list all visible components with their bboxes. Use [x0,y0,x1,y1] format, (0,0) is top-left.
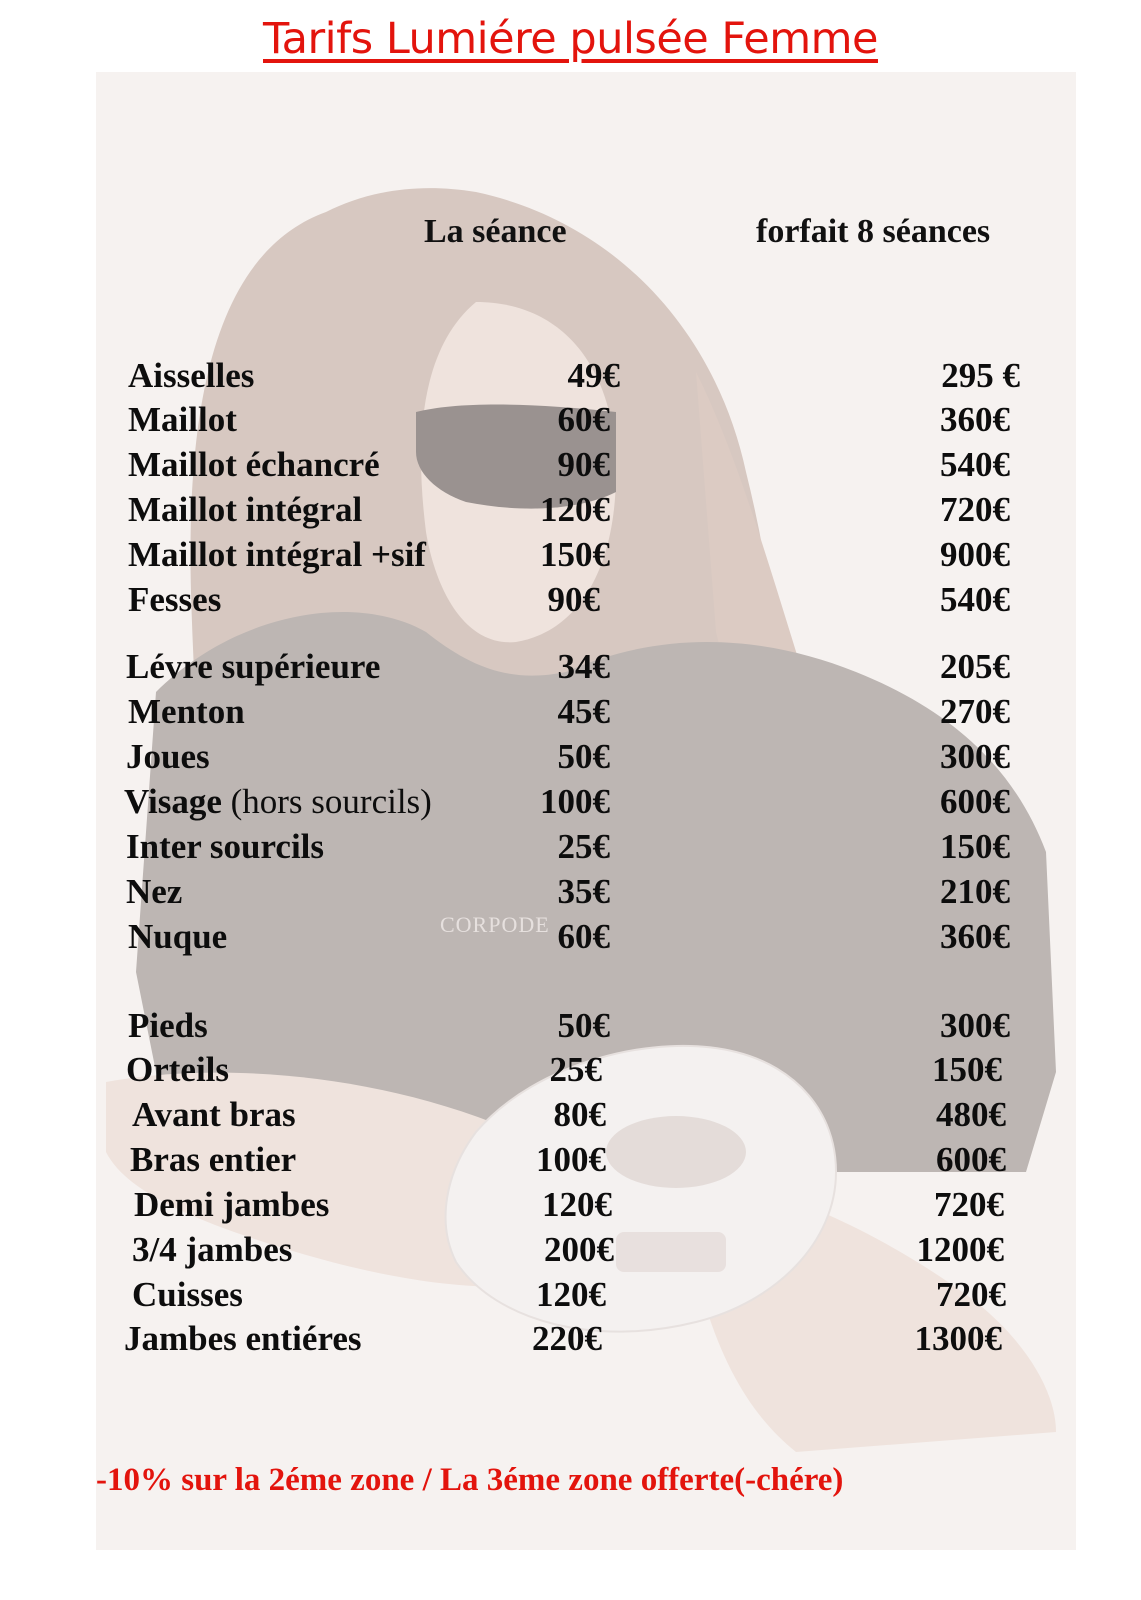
zone-label [126,647,380,687]
zone-name: Fesses [128,580,222,619]
zone-label [128,535,426,575]
zone-label [124,1319,362,1359]
zone-name: Bras entier [130,1140,297,1179]
session-price: 45€ [557,692,610,731]
zone-name: Orteils [126,1050,230,1089]
price-row [128,445,1010,489]
zone-name: Inter sourcils [126,827,325,866]
zone-name: Demi jambes [134,1185,330,1224]
session-price: 90€ [557,445,610,484]
price-row [128,356,1020,400]
session-price: 25€ [549,1050,602,1089]
price-row [124,1319,1002,1363]
session-price: 80€ [553,1095,606,1134]
package-price: 300€ [940,1006,1010,1045]
package-price: 360€ [940,917,1010,956]
package-price: 150€ [940,827,1010,866]
zone-label [128,445,380,485]
price-row [124,782,1010,826]
zone-name: Joues [126,737,210,776]
column-header-session: La séance [424,213,567,250]
session-price: 90€ [547,580,600,619]
session-price: 220€ [532,1319,602,1358]
price-row [130,1140,1006,1184]
package-price: 480€ [936,1095,1006,1134]
package-price: 150€ [932,1050,1002,1089]
zone-name: Maillot [128,400,237,439]
zone-name: Lévre supérieure [126,647,381,686]
session-price: 100€ [536,1140,606,1179]
zone-label [132,1275,243,1315]
zone-label [132,1095,296,1135]
price-row [132,1275,1006,1319]
zone-name: Nuque [128,917,228,956]
zone-name: Jambes entiéres [124,1319,362,1358]
discount-note: -10% sur la 2éme zone / La 3éme zone offerte(-chére) [96,1462,844,1498]
price-row [126,647,1010,691]
session-price: 34€ [557,647,610,686]
package-price: 270€ [940,692,1010,731]
session-price: 49€ [567,356,620,395]
price-row [128,917,1010,961]
zone-label [130,1140,296,1180]
zone-label [124,782,432,822]
session-price: 100€ [540,782,610,821]
package-price: 1300€ [914,1319,1002,1358]
session-price: 120€ [536,1275,606,1314]
watermark-text: CORPODE [440,912,550,937]
session-price: 50€ [557,1006,610,1045]
zone-name: Avant bras [132,1095,296,1134]
package-price: 295 € [941,356,1020,395]
zone-label [128,400,237,440]
zone-name: Maillot intégral [128,490,363,529]
package-price: 210€ [940,872,1010,911]
session-price: 25€ [557,827,610,866]
package-price: 720€ [940,490,1010,529]
package-price: 600€ [936,1140,1006,1179]
price-row [128,1006,1010,1050]
zone-label [134,1185,329,1225]
zone-label [126,872,182,912]
page-title: Tarifs Lumiére pulsée Femme [263,14,878,64]
package-price: 205€ [940,647,1010,686]
zone-label [132,1230,292,1270]
zone-name: Cuisses [132,1275,243,1314]
price-row [128,400,1010,444]
price-row [128,692,1010,736]
zone-name: Menton [128,692,245,731]
price-row [134,1185,1004,1229]
zone-name: Visage [124,782,222,821]
zone-label [128,356,254,396]
zone-note: (hors sourcils) [221,782,432,821]
package-price: 1200€ [916,1230,1004,1269]
price-row [128,580,1010,624]
session-price: 60€ [557,917,610,956]
zone-name: Pieds [128,1006,208,1045]
session-price: 35€ [557,872,610,911]
zone-label [128,1006,208,1046]
session-price: 50€ [557,737,610,776]
package-price: 540€ [940,445,1010,484]
price-row [126,737,1010,781]
zone-label [128,692,245,732]
zone-label [126,827,324,867]
package-price: 900€ [940,535,1010,574]
zone-label [128,917,227,957]
package-price: 300€ [940,737,1010,776]
package-price: 600€ [940,782,1010,821]
zone-label [126,737,210,777]
package-price: 360€ [940,400,1010,439]
price-row [128,490,1010,534]
price-row [126,827,1010,871]
price-row [126,872,1010,916]
zone-label [128,490,362,530]
zone-label [128,580,221,620]
package-price: 720€ [934,1185,1004,1224]
zone-name: Maillot intégral +sif [128,535,426,574]
session-price: 120€ [540,490,610,529]
price-row [132,1230,1004,1274]
zone-name: 3/4 jambes [132,1230,293,1269]
zone-name: Aisselles [128,356,255,395]
session-price: 200€ [544,1230,614,1269]
price-row [132,1095,1006,1139]
column-header-package: forfait 8 séances [756,213,991,250]
session-price: 150€ [540,535,610,574]
zone-label [126,1050,229,1090]
price-row [126,1050,1002,1094]
package-price: 540€ [940,580,1010,619]
session-price: 60€ [557,400,610,439]
price-row [128,535,1010,579]
package-price: 720€ [936,1275,1006,1314]
zone-name: Nez [126,872,183,911]
session-price: 120€ [542,1185,612,1224]
zone-name: Maillot échancré [128,445,380,484]
